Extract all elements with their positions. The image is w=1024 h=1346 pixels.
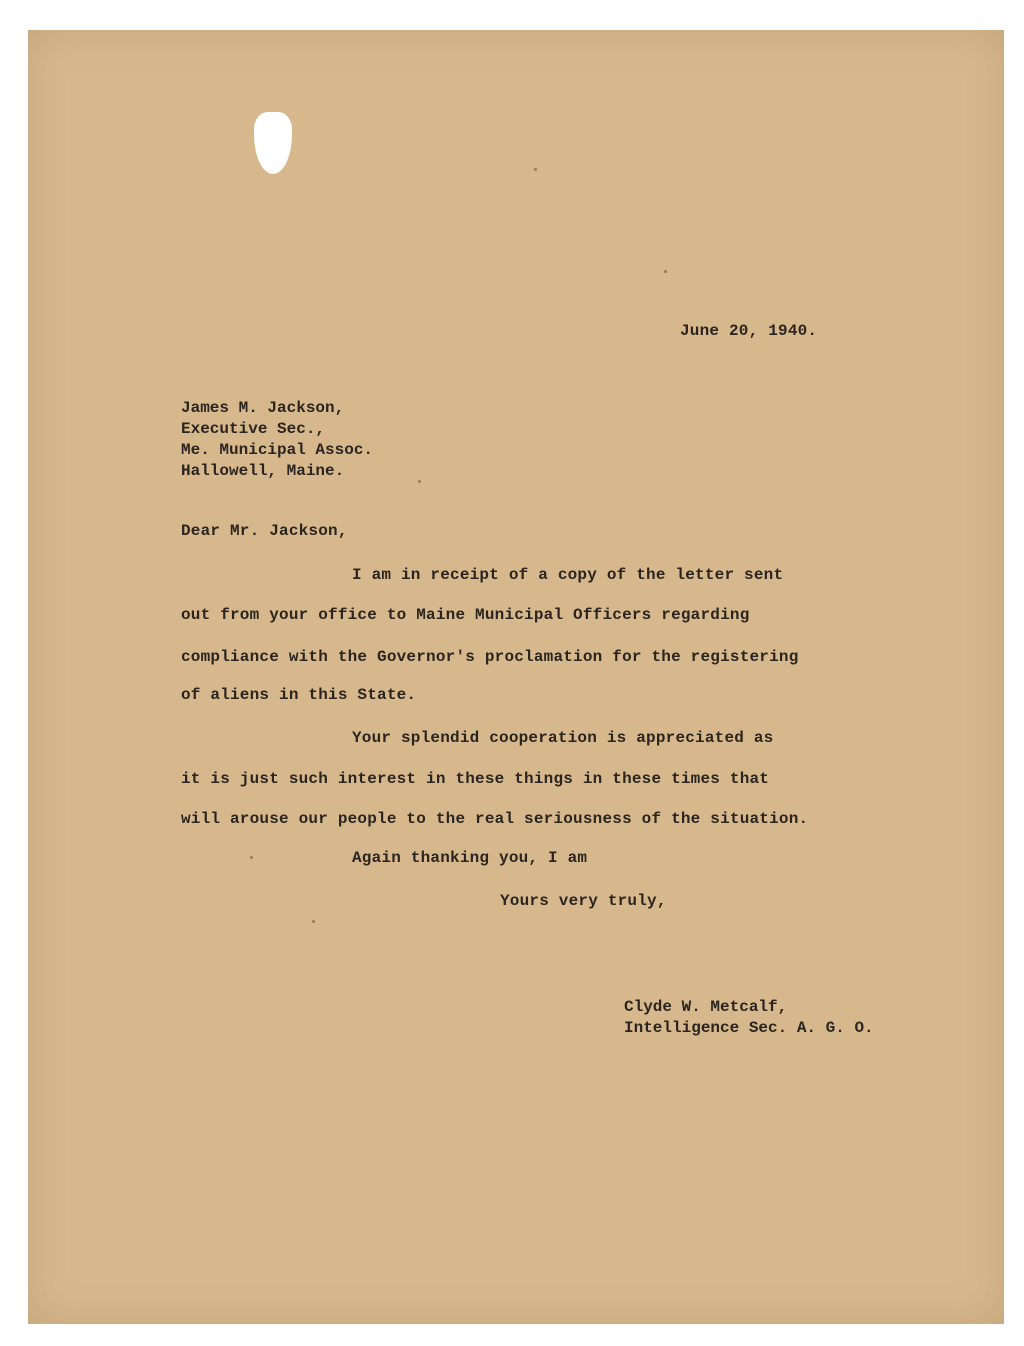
recipient-address (181, 398, 373, 482)
body-line: out from your office to Maine Municipal Officers regarding (181, 606, 750, 624)
punch-hole (254, 112, 292, 174)
salutation: Dear Mr. Jackson, (181, 522, 348, 540)
paper-speck (418, 480, 421, 483)
address-line-city: Hallowell, Maine. (181, 462, 345, 480)
body-line: compliance with the Governor's proclamation for the registering (181, 648, 799, 666)
body-line: Again thanking you, I am (352, 849, 588, 867)
body-line: Your splendid cooperation is appreciated as (352, 729, 774, 747)
paper-speck (534, 168, 537, 171)
letter-date: June 20, 1940. (680, 322, 818, 340)
closing: Yours very truly, (500, 892, 667, 910)
paper-speck (250, 856, 253, 859)
address-line-name: James M. Jackson, (181, 399, 345, 417)
signature-title: Intelligence Sec. A. G. O. (624, 1019, 874, 1037)
paper-speck (312, 920, 315, 923)
body-line: of aliens in this State. (181, 686, 417, 704)
signature-name: Clyde W. Metcalf, (624, 998, 788, 1016)
signature-block (624, 997, 874, 1039)
body-line: will arouse our people to the real seriousness of the situation. (181, 810, 809, 828)
address-line-title: Executive Sec., (181, 420, 326, 438)
address-line-organization: Me. Municipal Assoc. (181, 441, 374, 459)
paper-speck (664, 270, 667, 273)
body-line: I am in receipt of a copy of the letter sent (352, 566, 784, 584)
letter-paper (28, 30, 1004, 1324)
body-line: it is just such interest in these things in these times that (181, 770, 770, 788)
